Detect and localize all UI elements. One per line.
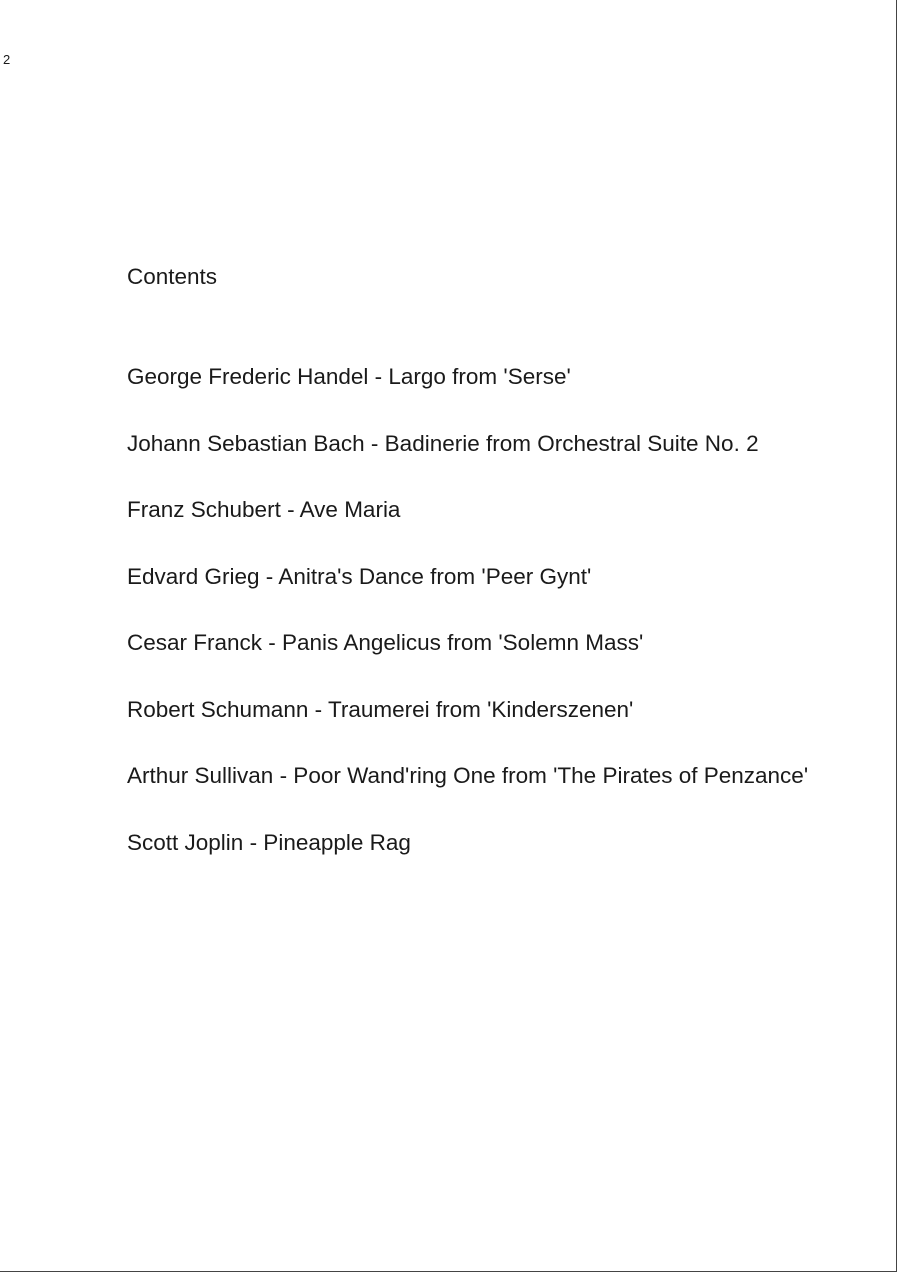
- toc-entry: Johann Sebastian Bach - Badinerie from Orchestral Suite No. 2: [127, 430, 759, 456]
- toc-entry: George Frederic Handel - Largo from 'Serse': [127, 364, 571, 389]
- toc-entry: Franz Schubert - Ave Maria: [127, 497, 401, 522]
- toc-entry: Cesar Franck - Panis Angelicus from 'Solemn Mass': [127, 630, 644, 655]
- toc-entry: Edvard Grieg - Anitra's Dance from 'Peer Gynt': [127, 563, 592, 589]
- contents-heading: Contents: [127, 264, 218, 289]
- toc-entry: Arthur Sullivan - Poor Wand'ring One from 'The Pirates of Penzance': [127, 763, 809, 788]
- toc-entry: Scott Joplin - Pineapple Rag: [127, 829, 411, 855]
- table-of-contents: [127, 363, 808, 895]
- page-number: 2: [3, 52, 11, 67]
- toc-entry: Robert Schumann - Traumerei from 'Kinderszenen': [127, 696, 634, 722]
